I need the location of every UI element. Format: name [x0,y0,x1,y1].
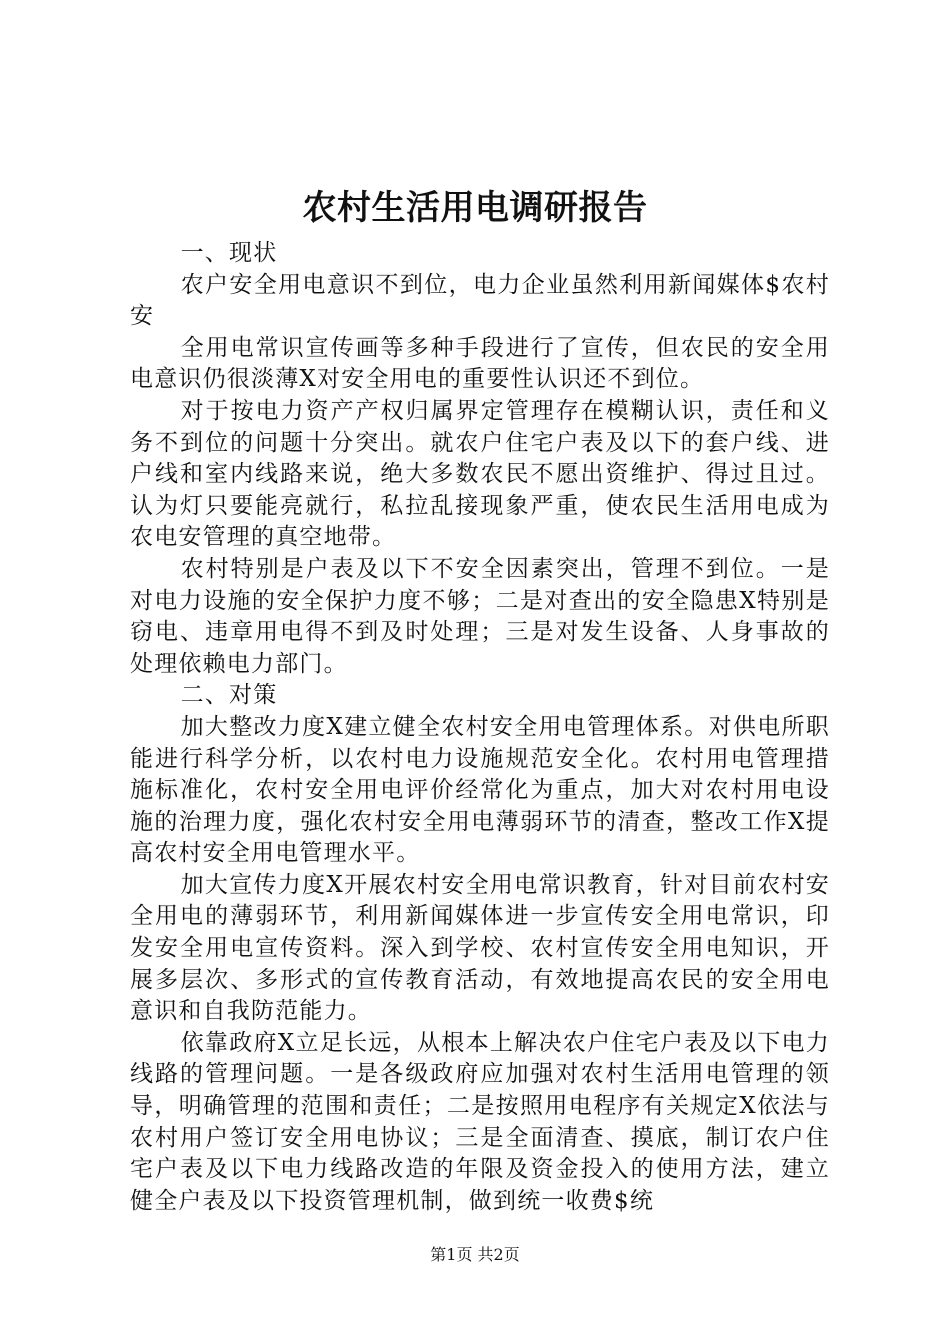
section-heading-countermeasures: 二、对策 [180,682,278,709]
section-heading-status: 一、现状 [180,240,278,266]
page-footer: 第1页 共2页 [430,1245,520,1264]
paragraph: 农村特别是户表及以下不安全因素突出，管理不到位。一是对电力设施的安全保护力度不够；二是对查出的安全隐患X特别是窃电、违章用电得不到及时处理；三是对发生设备、人身事故的处理依赖电力部门。 [130,555,830,677]
document-body [130,238,830,1217]
paragraph: 农户安全用电意识不到位，电力企业虽然利用新闻媒体$农村安 [130,271,830,330]
paragraph: 加大宣传力度X开展农村安全用电常识教育，针对目前农村安全用电的薄弱环节，利用新闻媒体进一步宣传安全用电常识，印发安全用电宣传资料。深入到学校、农村宣传安全用电知识，开展多层次、多形式的宣传教育活动，有效地提高农民的安全用电意识和自我防范能力。 [130,871,830,1025]
paragraph: 加大整改力度X建立健全农村安全用电管理体系。对供电所职能进行科学分析，以农村电力设施规范安全化。农村用电管理措施标准化，农村安全用电评价经常化为重点，加大对农村用电设施的治理力度，强化农村安全用电薄弱环节的清查，整改工作X提高农村安全用电管理水平。 [130,713,830,867]
paragraph: 依靠政府X立足长远，从根本上解决农户住宅户表及以下电力线路的管理问题。一是各级政府应加强对农村生活用电管理的领导，明确管理的范围和责任；二是按照用电程序有关规定X依法与农村用户签订安全用电协议；三是全面清查、摸底，制订农户住宅户表及以下电力线路改造的年限及资金投入的使用方法，建立健全户表及以下投资管理机制，做到统一收费$统 [130,1029,830,1214]
paragraph: 对于按电力资产产权归属界定管理存在模糊认识，责任和义务不到位的问题十分突出。就农户住宅户表及以下的套户线、进户线和室内线路来说，绝大多数农民不愿出资维护、得过且过。认为灯只要能亮就行，私拉乱接现象严重，使农民生活用电成为农电安管理的真空地带。 [130,397,830,551]
paragraph: 全用电常识宣传画等多种手段进行了宣传，但农民的安全用电意识仍很淡薄X对安全用电的重要性认识还不到位。 [130,334,830,393]
document-title: 农村生活用电调研报告 [302,188,648,228]
